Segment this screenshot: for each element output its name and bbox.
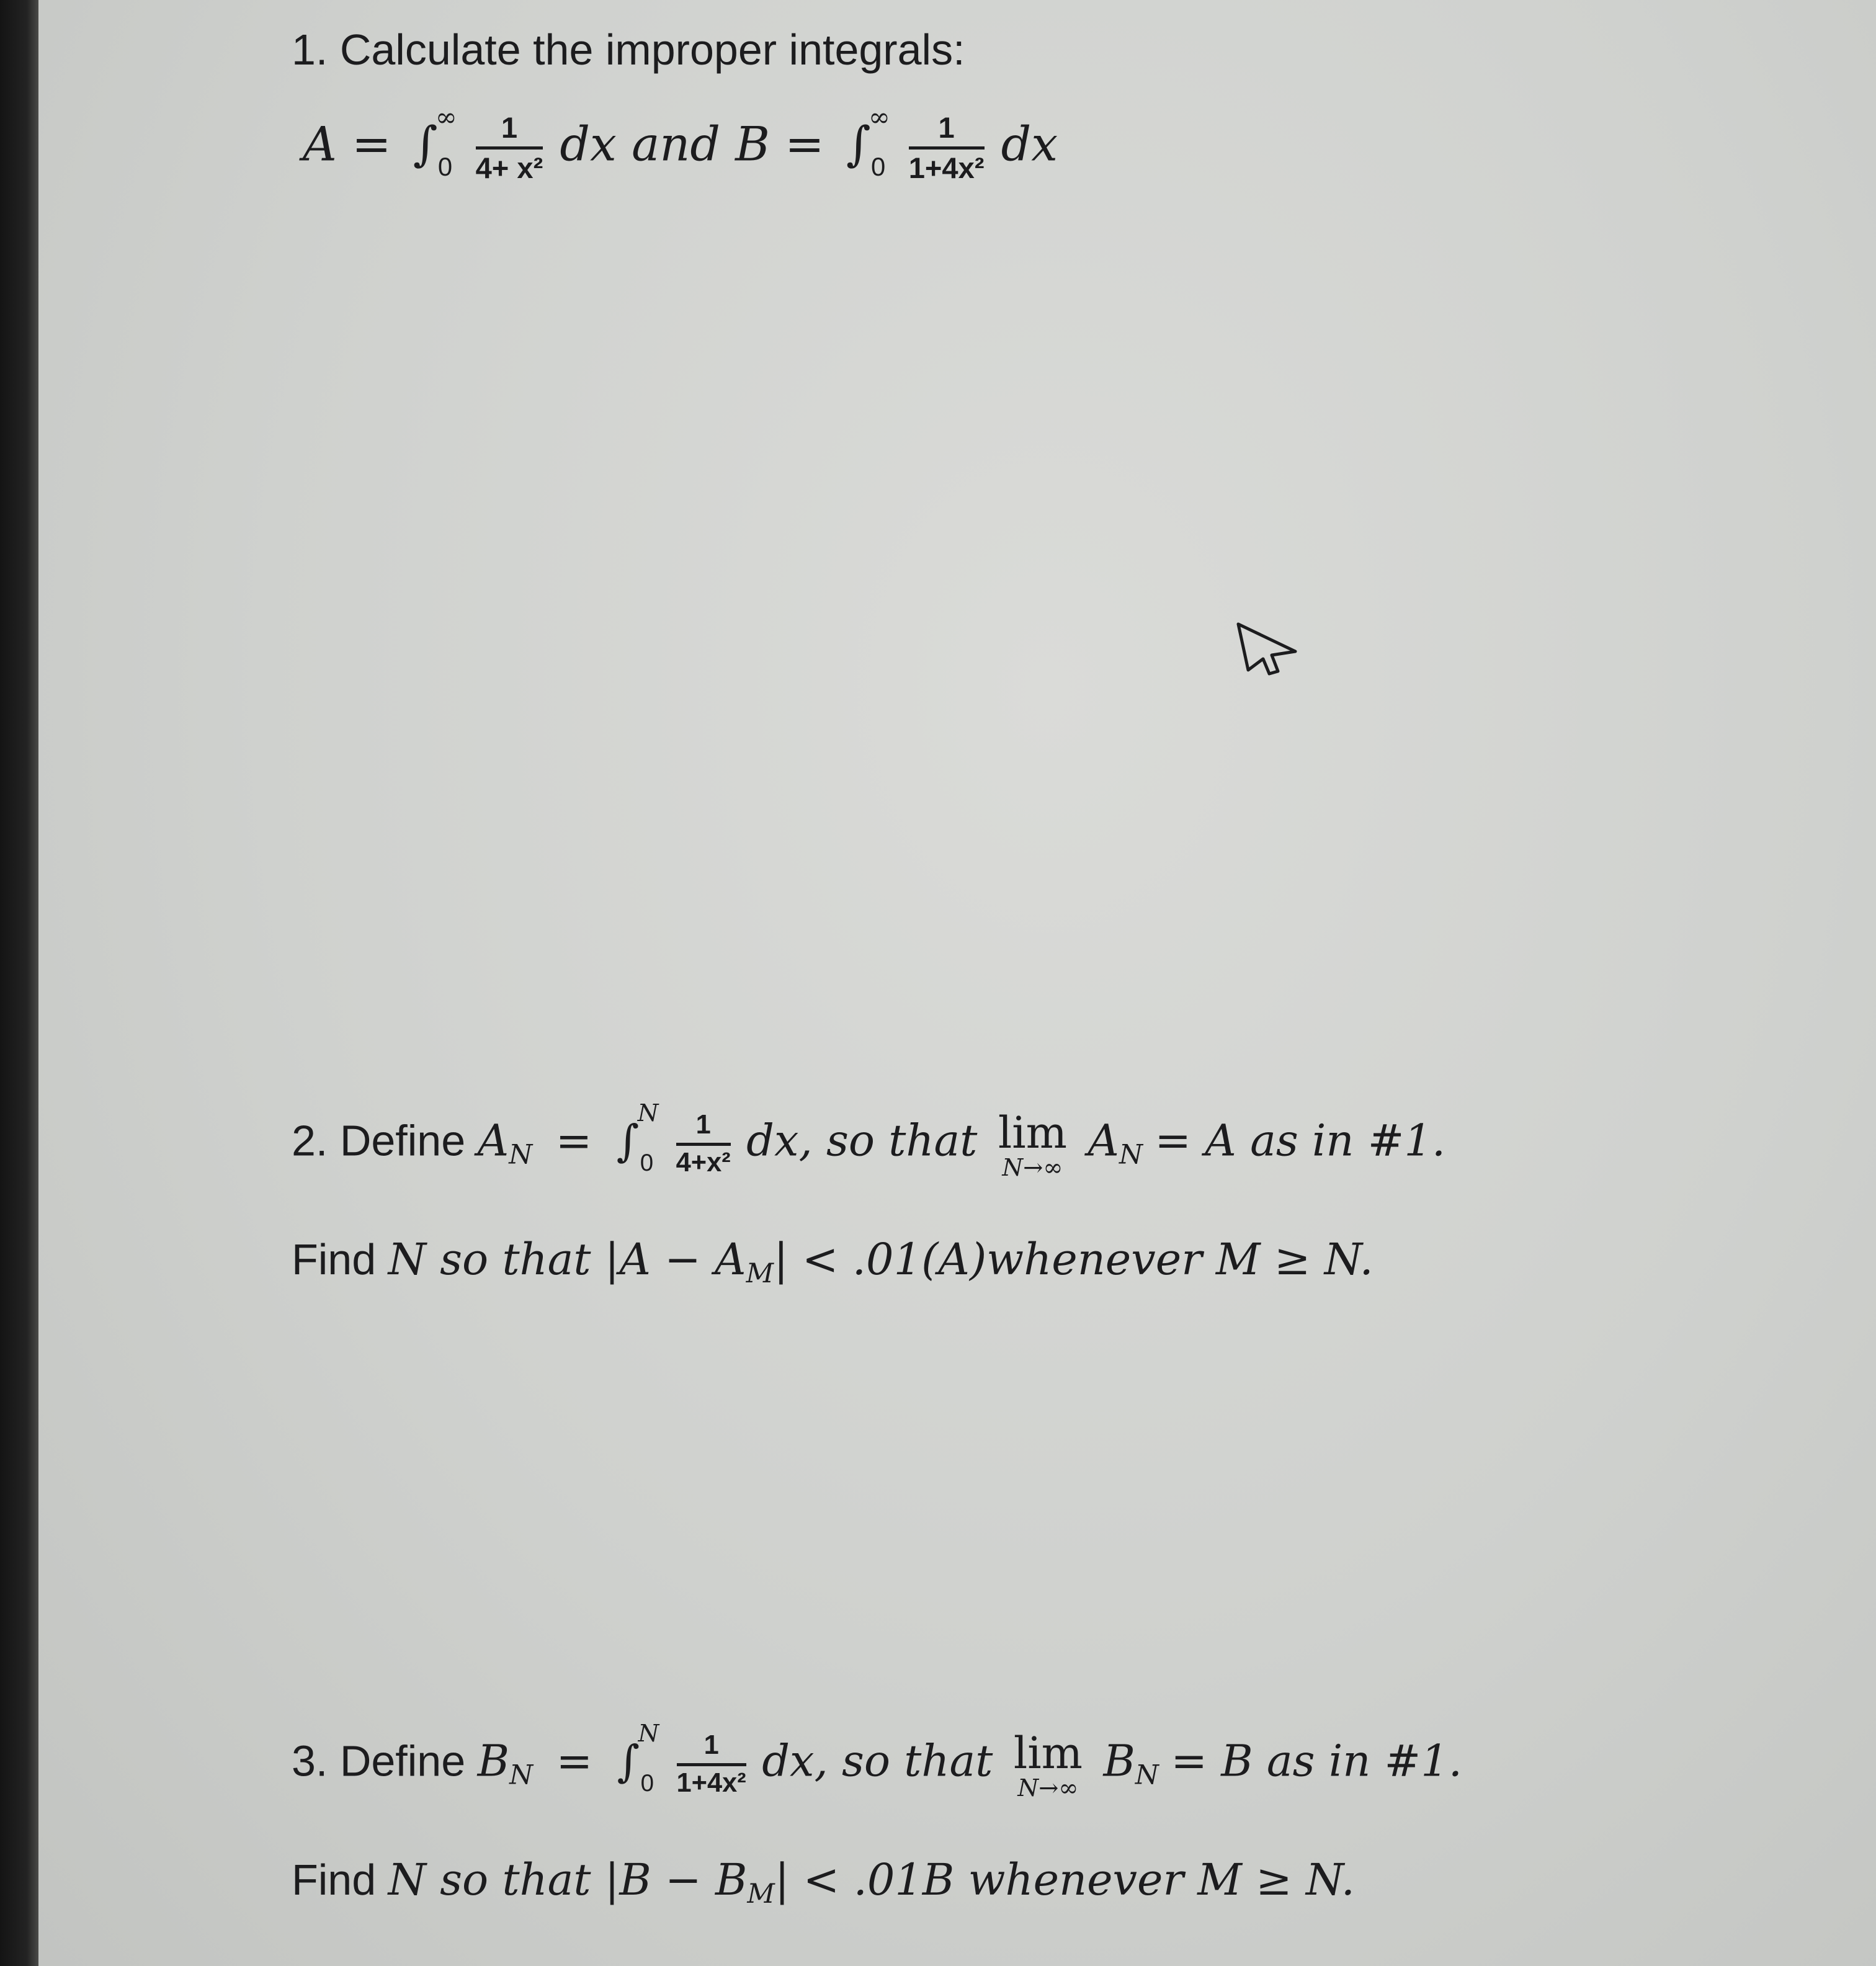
find-expression: N so that |A − A [388,1234,746,1285]
problem-3-definition [292,1719,1462,1802]
lim-text: lim [1013,1728,1083,1779]
integral-sign-icon: ∫ [617,1735,640,1787]
integral-upper-limit: ∞ [868,102,890,133]
a-n-variable: A [477,1115,509,1166]
limit-tail: = A as in #1. [1155,1115,1446,1166]
find-subscript: M [747,1879,775,1910]
integral-b [846,102,890,182]
integral-lower-limit: 0 [437,152,453,182]
integral-upper-limit: ∞ [435,102,457,133]
problem-2-label: 2. Define [292,1116,466,1165]
a-definition-prefix: A = [303,116,391,172]
find-expression: N so that |B − B [388,1854,748,1905]
integral-sign-icon: ∫ [413,116,438,172]
b-n-variable: B [477,1735,510,1787]
mouse-pointer-icon [1233,620,1302,676]
integral-b-n [617,1719,659,1797]
lim-subscript: N→∞ [1002,1153,1063,1182]
problem-3-label: 3. Define [292,1736,466,1785]
integral-upper-limit: N [637,1099,659,1127]
b-n-variable: B [1103,1735,1135,1787]
a-n-subscript: N [509,1139,533,1171]
integral-lower-limit: 0 [870,152,886,182]
integral-upper-limit: N [638,1719,659,1748]
integral-lower-limit: 0 [640,1149,654,1176]
fraction-denominator: 1+4x² [676,1767,746,1798]
find-label: Find [292,1856,377,1904]
limit-operator [998,1107,1067,1182]
b-n-subscript: N [1135,1759,1159,1791]
fraction-bar [676,1143,731,1146]
a-suffix-b-prefix: dx and B = [560,116,824,172]
integral-a-n [616,1099,659,1176]
a-n-variable: A [1088,1115,1119,1166]
fraction-denominator: 4+x² [676,1147,731,1177]
b-suffix: dx [1001,116,1058,172]
fraction-a [476,112,543,184]
lim-text: lim [998,1107,1067,1158]
find-label: Find [292,1235,377,1284]
problem-2-find [292,1234,1374,1290]
fraction-denominator: 4+ x² [475,151,543,184]
a-n-subscript: N [1119,1139,1143,1171]
fraction-a-n [676,1110,731,1177]
fraction-numerator: 1 [501,111,518,144]
fraction-bar [677,1763,746,1766]
fraction-b-n [677,1731,746,1798]
integral-sign-icon: ∫ [616,1115,640,1166]
document-page [38,0,1876,1966]
so-that-text: dx, so that [762,1735,993,1787]
limit-tail: = B as in #1. [1171,1735,1462,1787]
fraction-bar [909,146,985,150]
integral-sign-icon: ∫ [846,116,871,172]
problem-3-find [292,1854,1356,1910]
fraction-b [909,112,985,184]
so-that-text: dx, so that [746,1115,978,1166]
find-condition: | < .01(A)whenever M ≥ N. [774,1234,1374,1285]
problem-1-formula [303,102,1058,184]
integral-lower-limit: 0 [640,1769,654,1797]
integral-a [413,102,457,182]
screen-bezel [0,0,38,1966]
equals-sign: = [556,1735,593,1787]
equals-sign: = [555,1115,592,1166]
fraction-numerator: 1 [695,1110,711,1140]
fraction-numerator: 1 [938,111,955,144]
fraction-numerator: 1 [704,1730,719,1760]
problem-2-definition [292,1099,1446,1182]
lim-subscript: N→∞ [1017,1774,1079,1802]
problem-1-title [292,25,965,74]
limit-operator [1013,1728,1083,1802]
fraction-denominator: 1+4x² [908,151,985,184]
find-condition: | < .01B whenever M ≥ N. [774,1854,1356,1905]
find-subscript: M [746,1258,774,1290]
b-n-subscript: N [509,1759,534,1791]
problem-1-heading-text: 1. Calculate the improper integrals: [292,25,965,74]
fraction-bar [476,146,543,150]
